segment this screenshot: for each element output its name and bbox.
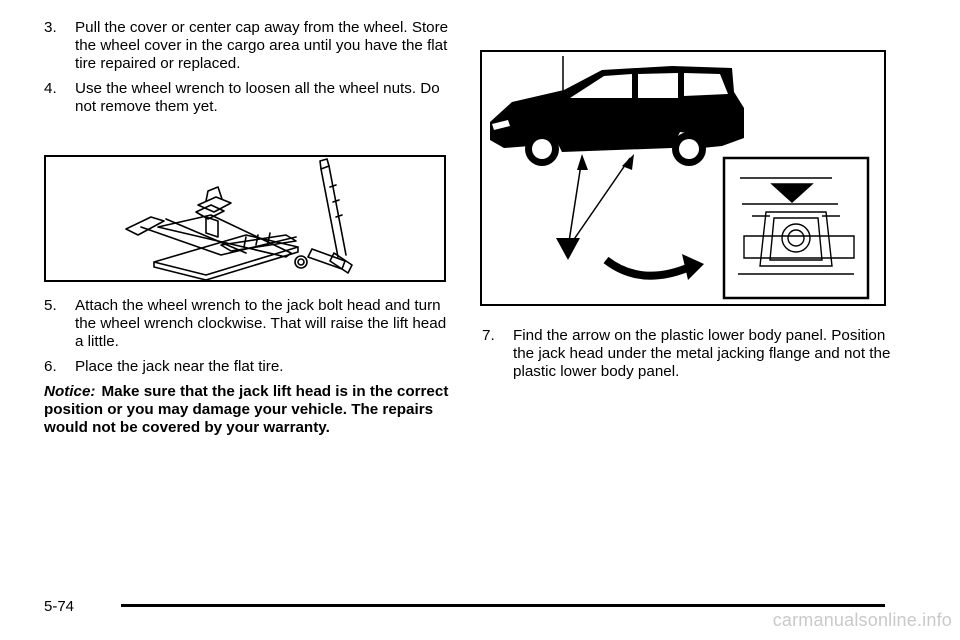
notice-label: Notice: <box>44 383 96 400</box>
step-4 <box>44 80 454 116</box>
left-column <box>44 19 454 123</box>
watermark: carmanualsonline.info <box>772 610 952 630</box>
step-number: 5. <box>44 297 57 314</box>
step-text: Find the arrow on the plastic lower body panel. Position the jack head under the metal jacking flange and not the plastic lower body panel. <box>513 327 891 380</box>
step-number: 3. <box>44 19 57 36</box>
step-7 <box>482 327 892 381</box>
step-text: Place the jack near the flat tire. <box>75 358 284 375</box>
left-column-lower <box>44 297 454 437</box>
step-number: 6. <box>44 358 57 375</box>
step-text: Attach the wheel wrench to the jack bolt head and turn the wheel wrench clockwise. That will raise the lift head a little. <box>75 297 447 350</box>
page-number: 5-74 <box>44 598 75 615</box>
step-6 <box>44 358 454 376</box>
step-5 <box>44 297 454 351</box>
right-column <box>482 327 892 388</box>
step-3 <box>44 19 454 73</box>
notice-block <box>44 383 454 437</box>
notice-text: Make sure that the jack lift head is in the correct position or you may damage your vehicle. The repairs would not be covered by your warranty. <box>44 383 449 436</box>
jack-illustration <box>44 155 446 282</box>
footer-divider <box>121 604 885 607</box>
step-text: Pull the cover or center cap away from the wheel. Store the wheel cover in the cargo area until you have the flat tire repaired or replaced. <box>75 19 449 72</box>
step-number: 7. <box>482 327 495 344</box>
vehicle-jack-points-illustration <box>480 50 886 306</box>
vehicle-drawing <box>482 52 884 304</box>
scissor-jack-drawing <box>46 157 444 280</box>
step-text: Use the wheel wrench to loosen all the wheel nuts. Do not remove them yet. <box>75 80 440 115</box>
step-number: 4. <box>44 80 57 97</box>
